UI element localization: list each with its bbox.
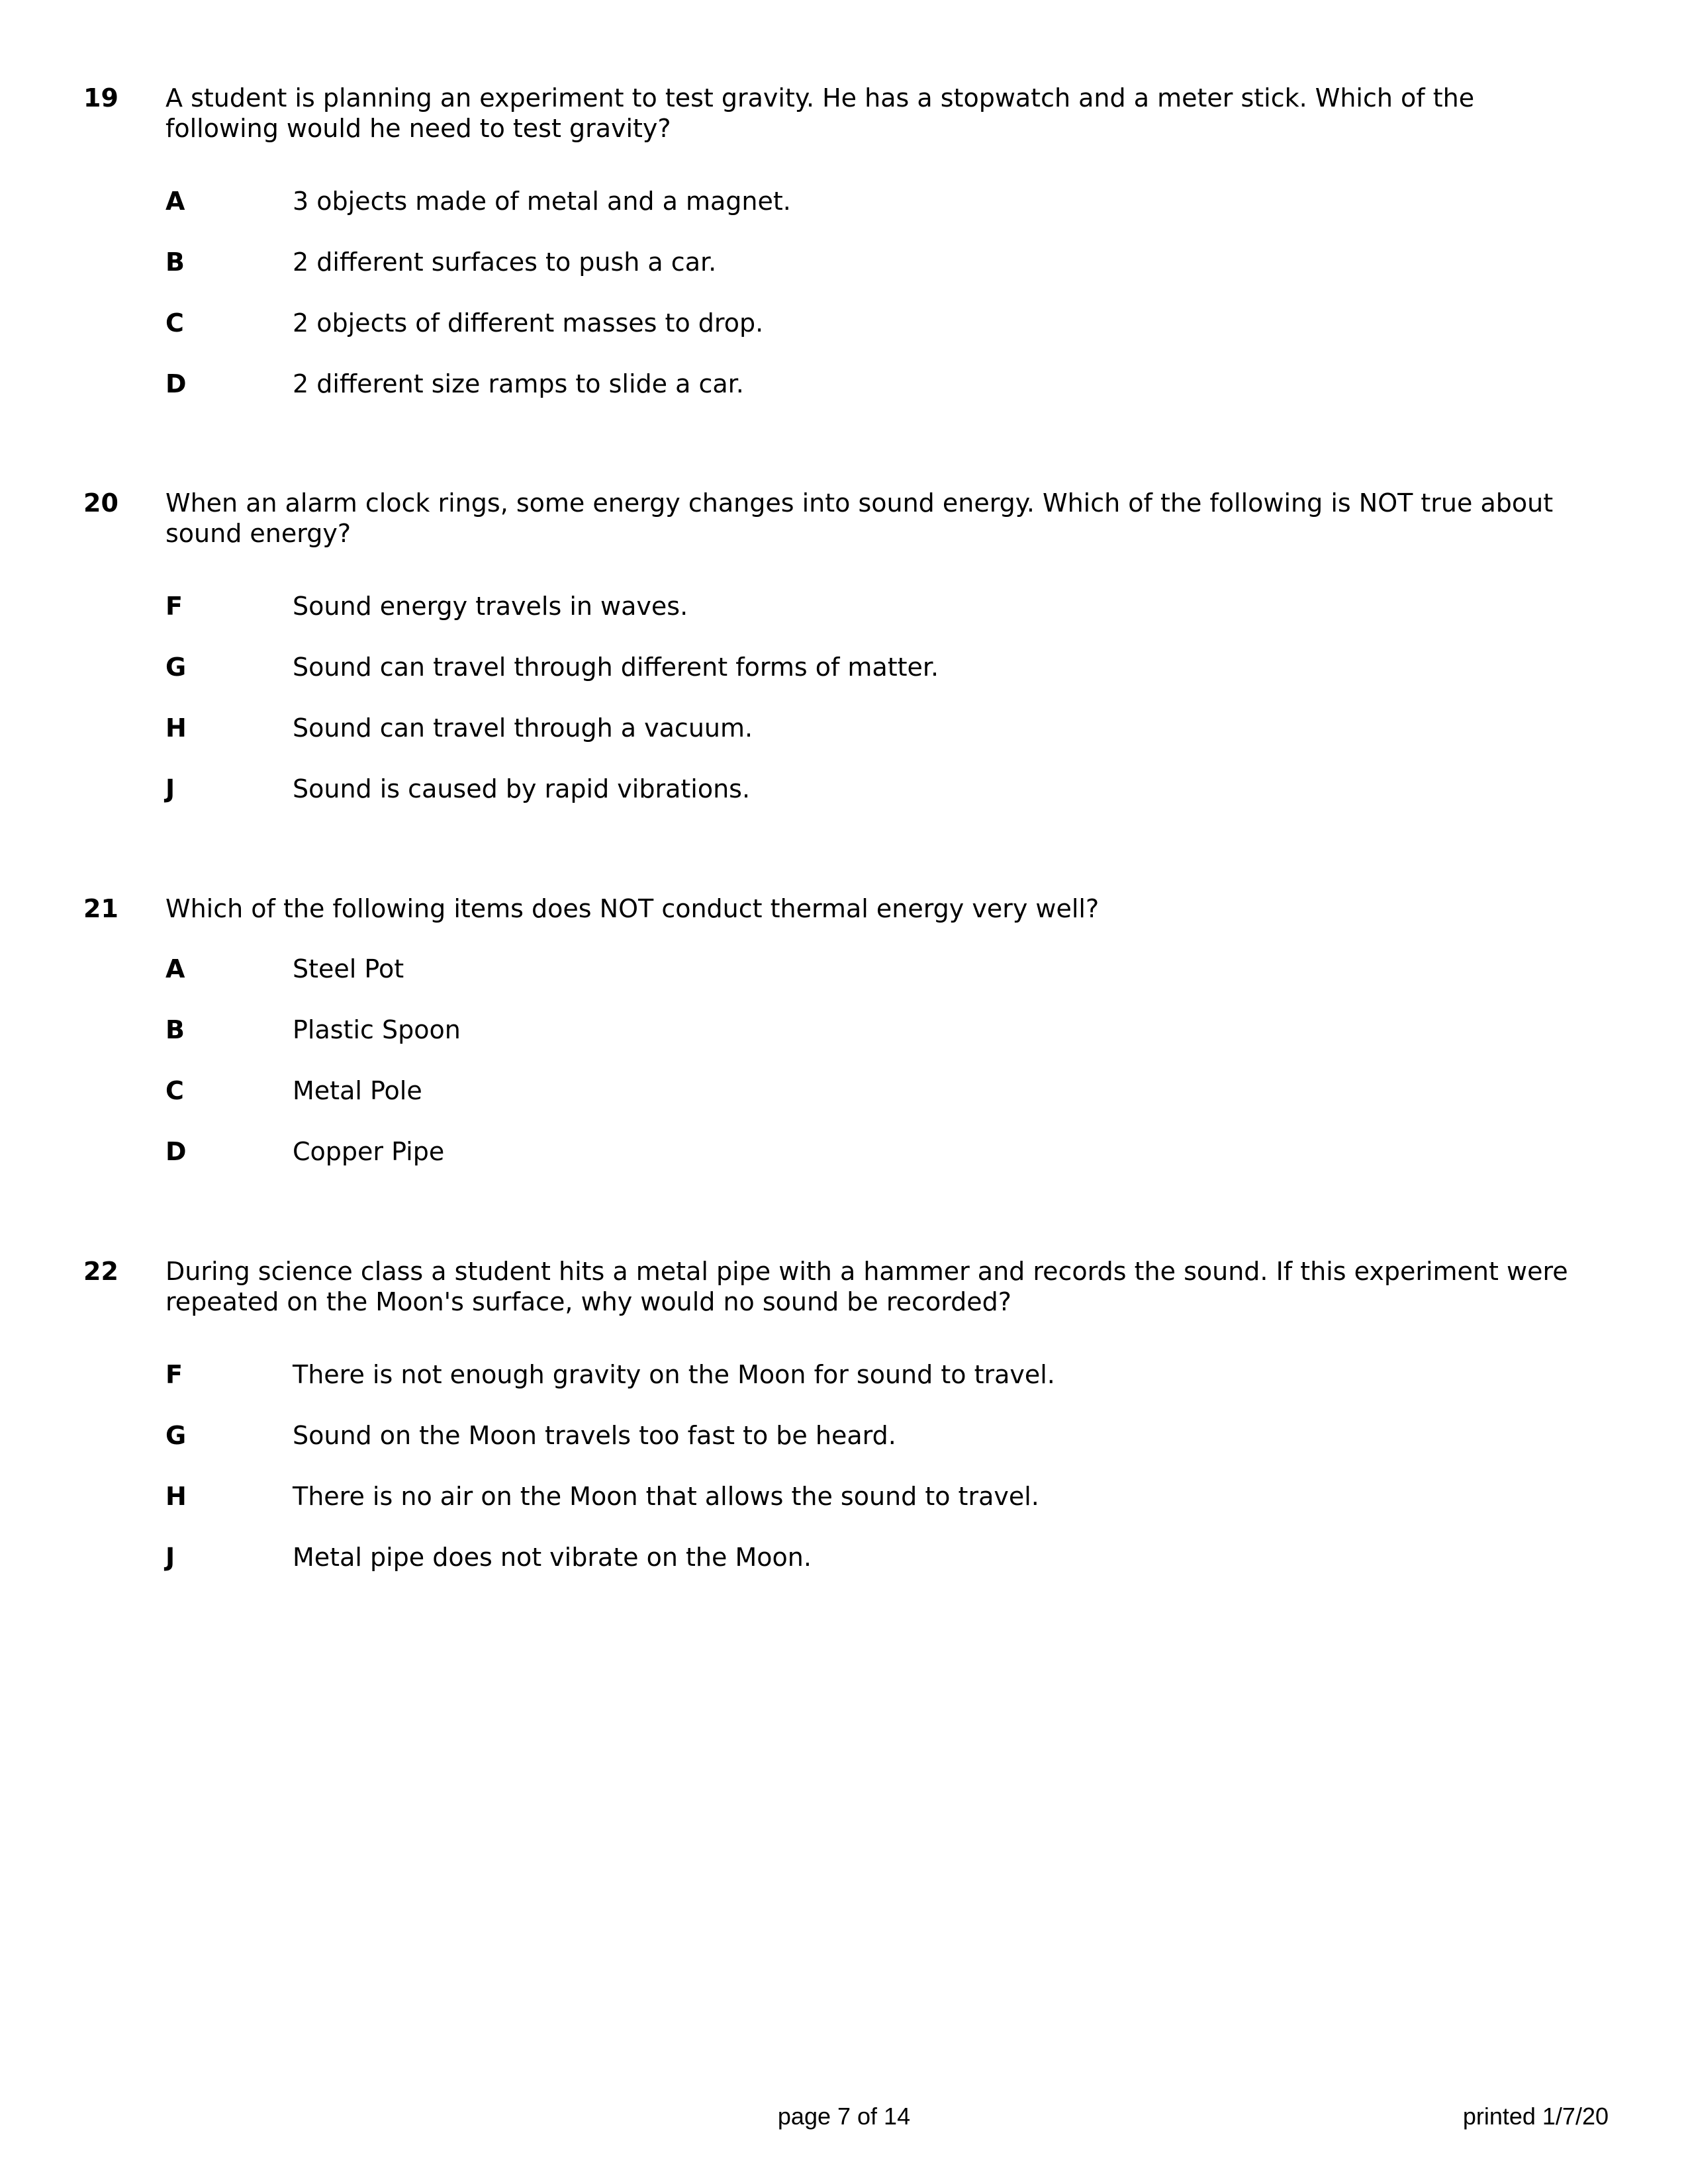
choice-text: Metal Pole <box>293 1076 422 1105</box>
choice-d[interactable] <box>0 1136 1688 1169</box>
choice-text: There is no air on the Moon that allows the sound to travel. <box>293 1482 1039 1511</box>
choice-a[interactable] <box>0 954 1688 987</box>
choice-letter: J <box>165 1543 175 1572</box>
choice-letter: A <box>165 954 185 983</box>
choice-letter: C <box>165 308 184 338</box>
choice-text: Metal pipe does not vibrate on the Moon. <box>293 1543 812 1572</box>
choice-letter: A <box>165 187 185 216</box>
question-stem: During science class a student hits a metal pipe with a hammer and records the sound. If this experiment were repeated on the Moon's surface, why would no sound be recorded? <box>165 1257 1568 1316</box>
printed-date: printed 1/7/20 <box>1462 2103 1609 2130</box>
choice-text: 3 objects made of metal and a magnet. <box>293 187 791 216</box>
question-stem: When an alarm clock rings, some energy changes into sound energy. Which of the following is NOT true about sound energy? <box>165 488 1554 548</box>
question-stem: A student is planning an experiment to test gravity. He has a stopwatch and a meter stick. Which of the following would he need to test gravity? <box>165 83 1475 143</box>
choice-text: Sound energy travels in waves. <box>293 592 688 621</box>
choice-b[interactable] <box>0 247 1688 280</box>
choice-h[interactable] <box>0 1481 1688 1514</box>
choice-letter: J <box>165 774 175 803</box>
choice-g[interactable] <box>0 1420 1688 1453</box>
choice-d[interactable] <box>0 369 1688 402</box>
question-number: 19 <box>83 83 118 113</box>
choice-letter: F <box>165 1360 183 1389</box>
choice-b[interactable] <box>0 1015 1688 1048</box>
choice-text: 2 different surfaces to push a car. <box>293 248 717 277</box>
question-number: 22 <box>83 1257 118 1286</box>
choice-c[interactable] <box>0 1075 1688 1109</box>
choice-text: There is not enough gravity on the Moon for sound to travel. <box>293 1360 1055 1389</box>
choice-text: 2 objects of different masses to drop. <box>293 308 764 338</box>
page-number: page 7 of 14 <box>777 2103 911 2130</box>
choice-letter: D <box>165 1137 187 1166</box>
question-number: 21 <box>83 894 118 923</box>
choice-letter: F <box>165 592 183 621</box>
choice-f[interactable] <box>0 591 1688 624</box>
choice-text: 2 different size ramps to slide a car. <box>293 369 744 398</box>
choice-f[interactable] <box>0 1359 1688 1392</box>
choice-letter: G <box>165 653 187 682</box>
choice-h[interactable] <box>0 713 1688 746</box>
choice-letter: B <box>165 248 185 277</box>
choice-letter: D <box>165 369 187 398</box>
choice-letter: H <box>165 713 187 743</box>
choice-letter: H <box>165 1482 187 1511</box>
choice-text: Sound can travel through different forms of matter. <box>293 653 939 682</box>
choice-letter: C <box>165 1076 184 1105</box>
question-number: 20 <box>83 488 118 518</box>
question-stem: Which of the following items does NOT conduct thermal energy very well? <box>165 894 1100 923</box>
choice-letter: G <box>165 1421 187 1450</box>
choice-j[interactable] <box>0 1542 1688 1575</box>
choice-text: Sound is caused by rapid vibrations. <box>293 774 751 803</box>
choice-g[interactable] <box>0 652 1688 685</box>
choice-text: Sound can travel through a vacuum. <box>293 713 753 743</box>
choice-text: Plastic Spoon <box>293 1015 461 1044</box>
choice-letter: B <box>165 1015 185 1044</box>
choice-c[interactable] <box>0 308 1688 341</box>
choice-text: Steel Pot <box>293 954 404 983</box>
choice-a[interactable] <box>0 186 1688 219</box>
choice-j[interactable] <box>0 774 1688 807</box>
choice-text: Sound on the Moon travels too fast to be heard. <box>293 1421 896 1450</box>
choice-text: Copper Pipe <box>293 1137 445 1166</box>
